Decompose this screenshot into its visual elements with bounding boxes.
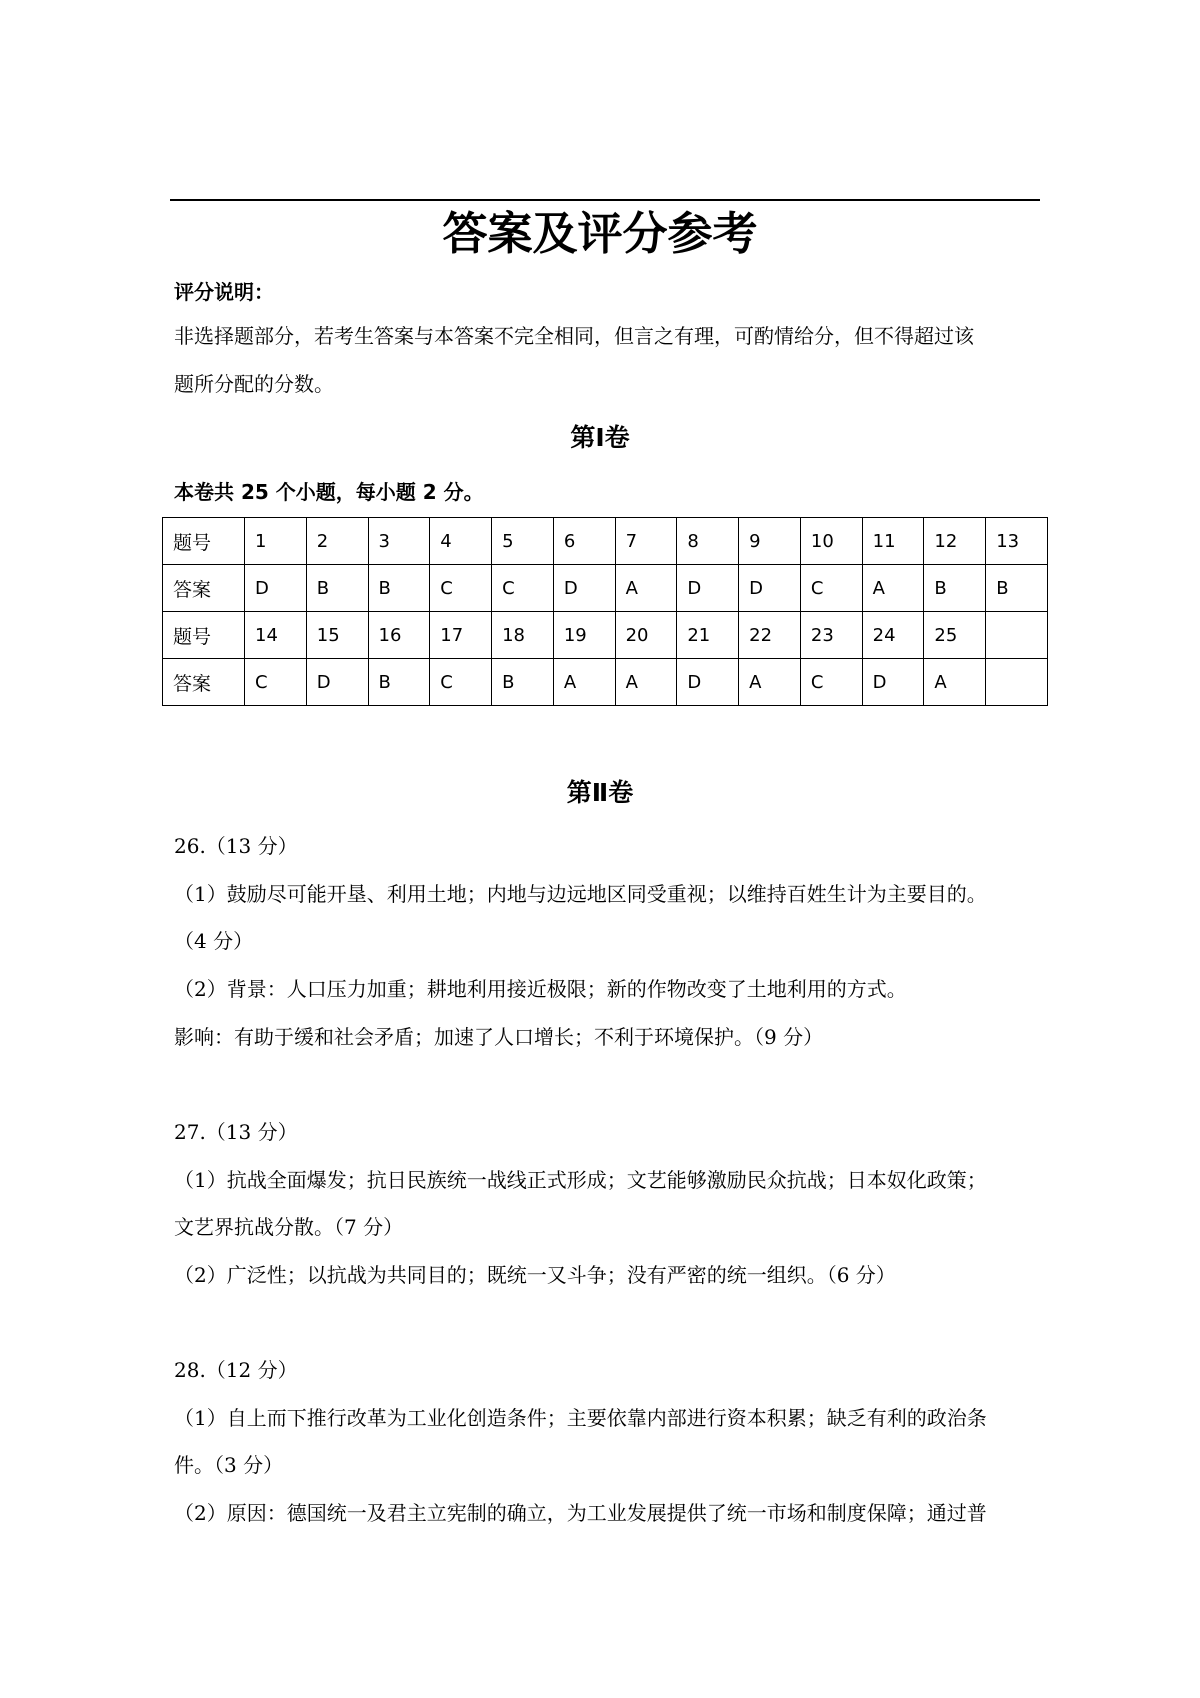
table-cell: 23 (800, 612, 862, 659)
q26-title: 26.（13 分） (174, 834, 298, 858)
table-cell: C (800, 565, 862, 612)
table-row (163, 565, 1048, 612)
table-cell: 6 (553, 518, 615, 565)
q26-line-4: 影响：有助于缓和社会矛盾；加速了人口增长；不利于环境保护。（9 分） (174, 1025, 824, 1049)
table-cell: 1 (245, 518, 307, 565)
table-cell: 2 (306, 518, 368, 565)
grading-notes-heading: 评分说明： (174, 280, 274, 304)
part1-heading: 第Ⅰ卷 (570, 423, 630, 452)
q28-title: 28.（12 分） (174, 1358, 298, 1382)
table-row (163, 612, 1048, 659)
q28-line-1: （1）自上而下推行改革为工业化创造条件；主要依靠内部进行资本积累；缺乏有利的政治条 (174, 1406, 987, 1430)
table-cell: B (368, 659, 430, 706)
table-cell: 20 (615, 612, 677, 659)
grading-notes-line-2: 题所分配的分数。 (174, 372, 334, 396)
q28-line-2: 件。（3 分） (174, 1453, 284, 1477)
table-cell: 21 (677, 612, 739, 659)
q26-line-3: （2）背景：人口压力加重；耕地利用接近极限；新的作物改变了土地利用的方式。 (174, 977, 907, 1001)
table-cell: 24 (862, 612, 924, 659)
table-cell: 11 (862, 518, 924, 565)
table-cell: B (306, 565, 368, 612)
table-cell: 7 (615, 518, 677, 565)
header-rule (170, 199, 1040, 201)
grading-notes-line-1: 非选择题部分，若考生答案与本答案不完全相同，但言之有理，可酌情给分，但不得超过该 (174, 324, 974, 348)
q27-line-3: （2）广泛性；以抗战为共同目的；既统一又斗争；没有严密的统一组织。（6 分） (174, 1263, 896, 1287)
table-cell: 13 (986, 518, 1048, 565)
table-cell: C (245, 659, 307, 706)
row-label: 题号 (163, 518, 245, 565)
table-row (163, 518, 1048, 565)
table-cell (986, 659, 1048, 706)
table-cell: D (677, 565, 739, 612)
table-cell: 14 (245, 612, 307, 659)
table-cell: A (862, 565, 924, 612)
table-cell: 8 (677, 518, 739, 565)
table-cell: 5 (492, 518, 554, 565)
table-cell: C (800, 659, 862, 706)
q28-line-3: （2）原因：德国统一及君主立宪制的确立，为工业发展提供了统一市场和制度保障；通过普 (174, 1501, 987, 1525)
table-cell: B (492, 659, 554, 706)
table-cell: A (739, 659, 801, 706)
q26-line-1: （1）鼓励尽可能开垦、利用土地；内地与边远地区同受重视；以维持百姓生计为主要目的。 (174, 882, 987, 906)
row-label: 答案 (163, 659, 245, 706)
table-cell: C (430, 659, 492, 706)
answer-table (162, 517, 1048, 706)
table-cell: B (368, 565, 430, 612)
table-cell (986, 612, 1048, 659)
table-cell: B (924, 565, 986, 612)
table-cell: D (245, 565, 307, 612)
table-cell: D (677, 659, 739, 706)
table-cell: 16 (368, 612, 430, 659)
table-cell: 15 (306, 612, 368, 659)
table-cell: D (862, 659, 924, 706)
table-cell: A (615, 565, 677, 612)
table-cell: D (306, 659, 368, 706)
table-cell: 4 (430, 518, 492, 565)
table-cell: 9 (739, 518, 801, 565)
table-cell: 3 (368, 518, 430, 565)
row-label: 题号 (163, 612, 245, 659)
q27-line-2: 文艺界抗战分散。（7 分） (174, 1215, 404, 1239)
table-cell: A (615, 659, 677, 706)
part2-heading: 第Ⅱ卷 (566, 778, 634, 807)
q27-title: 27.（13 分） (174, 1120, 298, 1144)
table-cell: A (924, 659, 986, 706)
table-cell: D (739, 565, 801, 612)
document-title: 答案及评分参考 (442, 207, 758, 260)
q26-line-2: （4 分） (174, 929, 254, 953)
table-cell: 12 (924, 518, 986, 565)
table-cell: 10 (800, 518, 862, 565)
table-cell: 25 (924, 612, 986, 659)
table-cell: 17 (430, 612, 492, 659)
part1-intro: 本卷共 25 个小题，每小题 2 分。 (174, 480, 484, 504)
table-cell: C (492, 565, 554, 612)
row-label: 答案 (163, 565, 245, 612)
table-cell: 19 (553, 612, 615, 659)
table-cell: A (553, 659, 615, 706)
table-row (163, 659, 1048, 706)
table-cell: D (553, 565, 615, 612)
q27-line-1: （1）抗战全面爆发；抗日民族统一战线正式形成；文艺能够激励民众抗战；日本奴化政策； (174, 1168, 987, 1192)
table-cell: B (986, 565, 1048, 612)
table-cell: 18 (492, 612, 554, 659)
table-cell: C (430, 565, 492, 612)
table-cell: 22 (739, 612, 801, 659)
